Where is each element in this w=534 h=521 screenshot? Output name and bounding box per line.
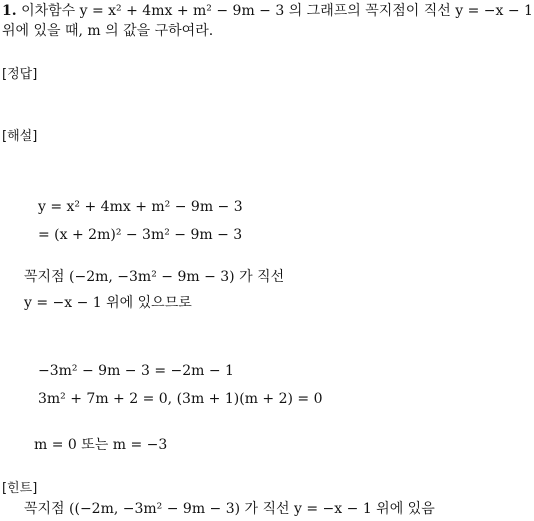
problem-text-1: 이차함수 y = x² + 4mx + m² − 9m − 3 의 그래프의 꼭지점이 직선 y = −x − 1 — [21, 3, 533, 19]
solution-equation-3: −3m² − 9m − 3 = −2m − 1 — [38, 363, 234, 379]
hint-text: 꼭지점 ((−2m, −3m² − 9m − 3) 가 직선 y = −x − 1 위에 있음 — [24, 501, 435, 517]
problem-line-2: 위에 있을 때, m 의 값을 구하여라. — [2, 23, 214, 39]
solution-text-2: y = −x − 1 위에 있으므로 — [24, 295, 192, 311]
solution-result: m = 0 또는 m = −3 — [34, 437, 168, 453]
solution-equation-1: y = x² + 4mx + m² − 9m − 3 — [38, 199, 243, 215]
solution-label: [해설] — [2, 129, 38, 144]
solution-text-1: 꼭지점 (−2m, −3m² − 9m − 3) 가 직선 — [24, 269, 285, 285]
hint-label: [힌트] — [2, 481, 38, 496]
solution-equation-4: 3m² + 7m + 2 = 0, (3m + 1)(m + 2) = 0 — [38, 391, 323, 407]
solution-equation-2: = (x + 2m)² − 3m² − 9m − 3 — [38, 227, 243, 243]
problem-line-1 — [2, 2, 533, 20]
problem-number: 1. — [2, 3, 17, 19]
answer-label: [정답] — [2, 67, 38, 82]
